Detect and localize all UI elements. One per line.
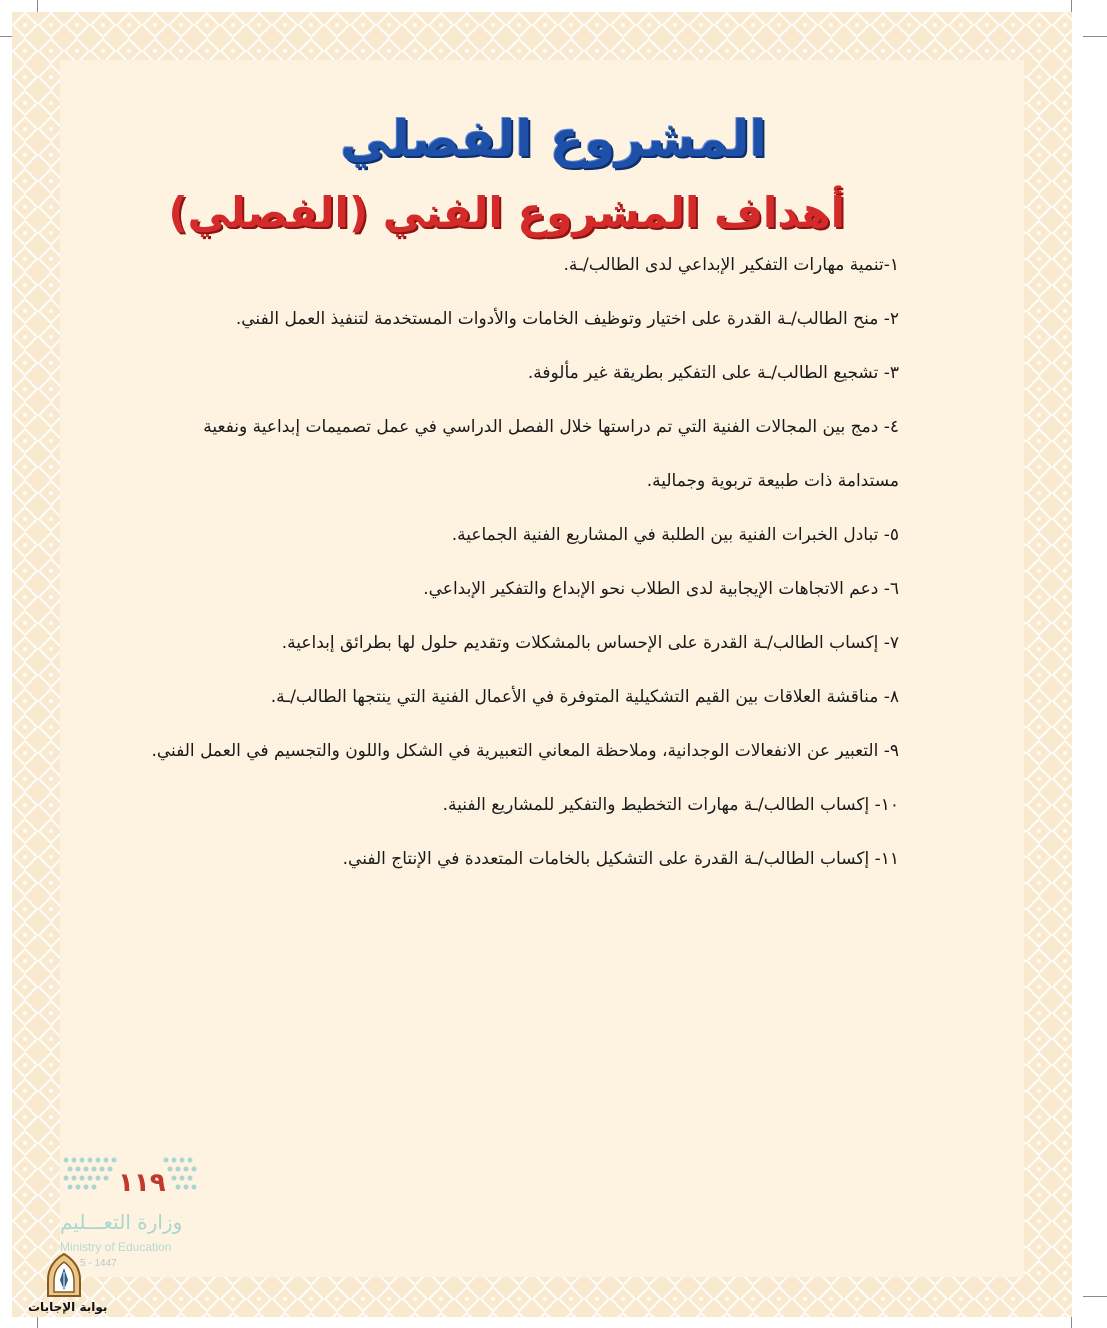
goal-item-7: ٧- إكساب الطالب/ـة القدرة على الإحساس بالمشكلات وتقديم حلول لها بطرائق إبداعية. — [281, 633, 899, 653]
goal-item-11: ١١- إكساب الطالب/ـة القدرة على التشكيل بالخامات المتعددة في الإنتاج الفني. — [342, 849, 899, 869]
goal-item-8: ٨- مناقشة العلاقات بين القيم التشكيلية المتوفرة في الأعمال الفنية التي ينتجها الطالب/ـة. — [270, 687, 899, 707]
ministry-name-arabic: وزارة التعـــليم — [60, 1210, 183, 1234]
section-subtitle: أهداف المشروع الفني (الفصلي) — [168, 188, 845, 237]
answers-gate-logo-icon — [42, 1252, 86, 1300]
goal-item-1: ١-تنمية مهارات التفكير الإبداعي لدى الطالب/ـة. — [563, 255, 899, 275]
ministry-year: 5 - 1447 — [80, 1258, 117, 1269]
goal-item-4: ٤- دمج بين المجالات الفنية التي تم دراستها خلال الفصل الدراسي في عمل تصميمات إبداعية ونفعية — [203, 417, 899, 437]
goal-item-5: ٥- تبادل الخبرات الفنية بين الطلبة في المشاريع الفنية الجماعية. — [451, 525, 899, 545]
crop-mark-right-top — [1083, 36, 1107, 37]
ministry-name-english: Ministry of Education — [60, 1240, 172, 1254]
page-title: المشروع الفصلي — [340, 110, 767, 168]
goal-item-10: ١٠- إكساب الطالب/ـة مهارات التخطيط والتفكير للمشاريع الفنية. — [442, 795, 899, 815]
goal-item-9: ٩- التعبير عن الانفعالات الوجدانية، وملاحظة المعاني التعبيرية في الشكل واللون والتجسيم في العمل الفني. — [151, 741, 899, 761]
goal-item-6: ٦- دعم الاتجاهات الإيجابية لدى الطلاب نحو الإبداع والتفكير الإبداعي. — [423, 579, 899, 599]
goal-item-3: ٣- تشجيع الطالب/ـة على التفكير بطريقة غير مألوفة. — [527, 363, 899, 383]
watermark-site-name: بوابة الإجابات — [28, 1300, 108, 1314]
page-number: ١١٩ — [118, 1168, 166, 1198]
goal-item-2: ٢- منح الطالب/ـة القدرة على اختيار وتوظيف الخامات والأدوات المستخدمة لتنفيذ العمل الفني. — [235, 309, 899, 329]
goal-item-4-continued: مستدامة ذات طبيعة تربوية وجمالية. — [646, 471, 899, 491]
content-panel — [60, 60, 1024, 1277]
crop-mark-right-bottom — [1083, 1296, 1107, 1297]
